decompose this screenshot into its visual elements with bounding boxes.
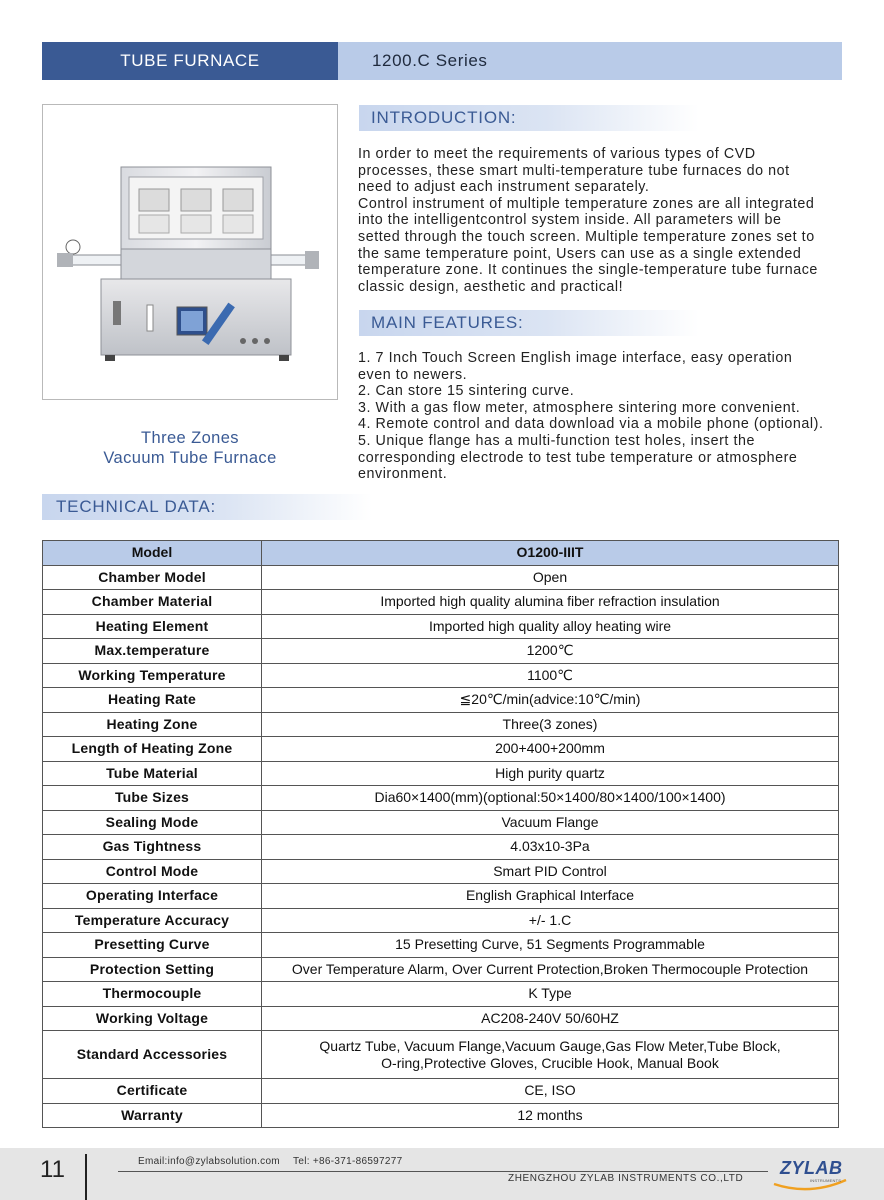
table-row bbox=[43, 835, 839, 860]
spec-value: English Graphical Interface bbox=[262, 884, 839, 909]
spec-key: Tube Material bbox=[43, 761, 262, 786]
introduction-text bbox=[358, 146, 850, 295]
table-row bbox=[43, 688, 839, 713]
spec-value: 1200℃ bbox=[262, 639, 839, 664]
text-line: into the intelligentcontrol system inside. All parameters will be bbox=[358, 212, 782, 229]
features-list bbox=[358, 350, 850, 483]
feature-line: 4. Remote control and data download via a mobile phone (optional). bbox=[358, 416, 824, 433]
spec-value: Open bbox=[262, 565, 839, 590]
spec-value: +/- 1.C bbox=[262, 908, 839, 933]
table-row bbox=[43, 761, 839, 786]
technical-heading: TECHNICAL DATA: bbox=[42, 494, 372, 520]
table-row bbox=[43, 1103, 839, 1128]
footer-logo: ZYLAB bbox=[780, 1158, 843, 1178]
technical-table bbox=[42, 540, 839, 1128]
table-row bbox=[43, 908, 839, 933]
spec-key: Standard Accessories bbox=[43, 1031, 262, 1079]
table-header-value: O1200-IIIT bbox=[262, 541, 839, 566]
spec-value: K Type bbox=[262, 982, 839, 1007]
caption-line: Vacuum Tube Furnace bbox=[103, 449, 277, 467]
table-row bbox=[43, 786, 839, 811]
text-line: the same temperature point, Users can use as a single extended bbox=[358, 245, 802, 262]
spec-value: Three(3 zones) bbox=[262, 712, 839, 737]
table-row bbox=[43, 639, 839, 664]
table-row bbox=[43, 712, 839, 737]
text-line: Control instrument of multiple temperature zones are all integrated bbox=[358, 195, 815, 212]
text-line: classic design, aesthetic and practical! bbox=[358, 278, 624, 295]
feature-line: 3. With a gas flow meter, atmosphere sintering more convenient. bbox=[358, 399, 801, 416]
spec-value: ≦20℃/min(advice:10℃/min) bbox=[262, 688, 839, 713]
spec-key: Gas Tightness bbox=[43, 835, 262, 860]
spec-value: Dia60×1400(mm)(optional:50×1400/80×1400/100×1400) bbox=[262, 786, 839, 811]
spec-key: Temperature Accuracy bbox=[43, 908, 262, 933]
spec-value: Imported high quality alumina fiber refraction insulation bbox=[262, 590, 839, 615]
spec-key: Certificate bbox=[43, 1079, 262, 1104]
features-heading: MAIN FEATURES: bbox=[359, 310, 699, 336]
spec-value: Smart PID Control bbox=[262, 859, 839, 884]
footer-logo-sub: INSTRUMENTS bbox=[810, 1178, 842, 1183]
spec-key: Sealing Mode bbox=[43, 810, 262, 835]
product-caption bbox=[42, 428, 338, 468]
spec-key: Heating Element bbox=[43, 614, 262, 639]
feature-line: environment. bbox=[358, 466, 448, 483]
footer-tel: Tel: +86-371-86597277 bbox=[293, 1156, 403, 1167]
table-header-key: Model bbox=[43, 541, 262, 566]
header-series: 1200.C Series bbox=[338, 42, 842, 80]
table-row bbox=[43, 982, 839, 1007]
text-line: setted through the touch screen. Multiple temperature zones set to bbox=[358, 228, 815, 245]
table-row bbox=[43, 590, 839, 615]
spec-value-line: Quartz Tube, Vacuum Flange,Vacuum Gauge,Gas Flow Meter,Tube Block, bbox=[319, 1037, 781, 1054]
spec-value: Vacuum Flange bbox=[262, 810, 839, 835]
spec-key: Protection Setting bbox=[43, 957, 262, 982]
spec-value: 12 months bbox=[262, 1103, 839, 1128]
spec-key: Tube Sizes bbox=[43, 786, 262, 811]
table-row bbox=[43, 957, 839, 982]
spec-value-line: O-ring,Protective Gloves, Crucible Hook, Manual Book bbox=[381, 1054, 719, 1071]
text-line: need to adjust each instrument separately. bbox=[358, 179, 650, 196]
footer-contact bbox=[138, 1156, 403, 1167]
spec-key: Working Voltage bbox=[43, 1006, 262, 1031]
spec-value: CE, ISO bbox=[262, 1079, 839, 1104]
table-row bbox=[43, 663, 839, 688]
spec-value: 200+400+200mm bbox=[262, 737, 839, 762]
spec-key: Presetting Curve bbox=[43, 933, 262, 958]
spec-value bbox=[262, 1031, 839, 1079]
table-row bbox=[43, 1031, 839, 1079]
spec-key: Thermocouple bbox=[43, 982, 262, 1007]
spec-value: Over Temperature Alarm, Over Current Protection,Broken Thermocouple Protection bbox=[262, 957, 839, 982]
table-row bbox=[43, 1079, 839, 1104]
feature-line: 2. Can store 15 sintering curve. bbox=[358, 383, 575, 400]
table-row bbox=[43, 737, 839, 762]
footer-rule bbox=[118, 1171, 768, 1172]
spec-key: Warranty bbox=[43, 1103, 262, 1128]
table-row bbox=[43, 614, 839, 639]
table-row bbox=[43, 1006, 839, 1031]
table-row bbox=[43, 933, 839, 958]
spec-key: Heating Zone bbox=[43, 712, 262, 737]
spec-value: 4.03x10-3Pa bbox=[262, 835, 839, 860]
spec-key: Operating Interface bbox=[43, 884, 262, 909]
spec-key: Chamber Material bbox=[43, 590, 262, 615]
header-category: TUBE FURNACE bbox=[42, 42, 338, 80]
spec-value: AC208-240V 50/60HZ bbox=[262, 1006, 839, 1031]
footer-divider bbox=[85, 1154, 87, 1200]
table-row bbox=[43, 810, 839, 835]
text-line: In order to meet the requirements of various types of CVD bbox=[358, 146, 756, 162]
table-row bbox=[43, 884, 839, 909]
footer-email: Email:info@zylabsolution.com bbox=[138, 1156, 280, 1167]
spec-value: High purity quartz bbox=[262, 761, 839, 786]
feature-line: corresponding electrode to test tube temperature or atmosphere bbox=[358, 449, 798, 466]
tube-furnace-illustration bbox=[43, 105, 339, 401]
feature-line: 5. Unique flange has a multi-function test holes, insert the bbox=[358, 432, 755, 449]
text-line: processes, these smart multi-temperature tube furnaces do not bbox=[358, 162, 790, 179]
page-footer bbox=[0, 1148, 884, 1200]
spec-key: Heating Rate bbox=[43, 688, 262, 713]
page-header bbox=[42, 42, 842, 80]
spec-value: Imported high quality alloy heating wire bbox=[262, 614, 839, 639]
spec-key: Length of Heating Zone bbox=[43, 737, 262, 762]
table-header-row bbox=[43, 541, 839, 566]
text-line: temperature zone. It continues the single-temperature tube furnace bbox=[358, 262, 818, 279]
page-number: 11 bbox=[40, 1156, 65, 1183]
feature-line: even to newers. bbox=[358, 366, 468, 383]
introduction-heading: INTRODUCTION: bbox=[359, 105, 699, 131]
footer-company: ZHENGZHOU ZYLAB INSTRUMENTS CO.,LTD bbox=[508, 1173, 744, 1184]
product-image bbox=[42, 104, 338, 400]
spec-key: Control Mode bbox=[43, 859, 262, 884]
spec-key: Chamber Model bbox=[43, 565, 262, 590]
feature-line: 1. 7 Inch Touch Screen English image interface, easy operation bbox=[358, 350, 793, 366]
table-row bbox=[43, 565, 839, 590]
spec-key: Working Temperature bbox=[43, 663, 262, 688]
spec-key: Max.temperature bbox=[43, 639, 262, 664]
spec-value: 1100℃ bbox=[262, 663, 839, 688]
table-row bbox=[43, 859, 839, 884]
caption-line: Three Zones bbox=[141, 429, 239, 447]
spec-value: 15 Presetting Curve, 51 Segments Programmable bbox=[262, 933, 839, 958]
